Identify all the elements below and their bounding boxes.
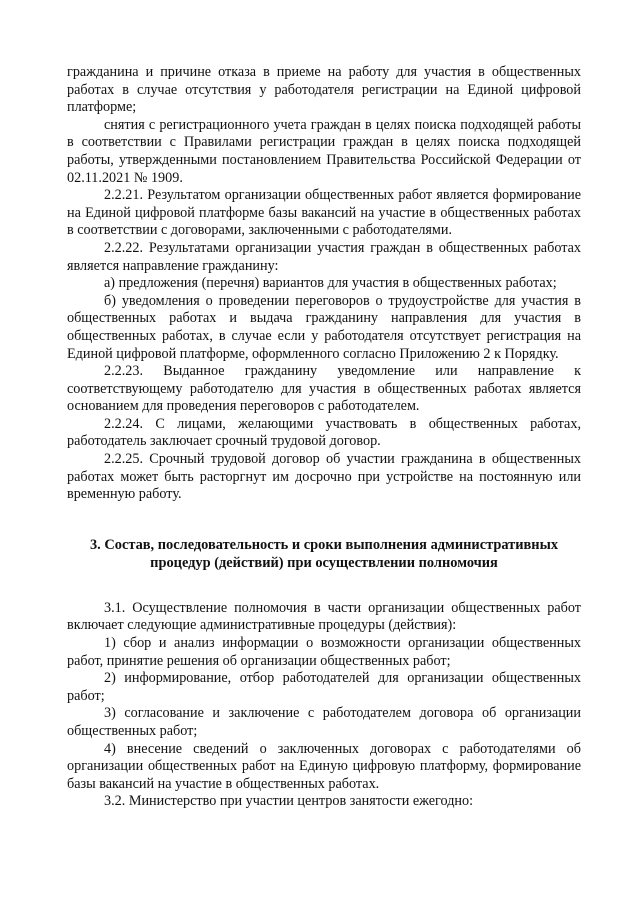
- paragraph-item-a: а) предложения (перечня) вариантов для участия в общественных работах;: [104, 275, 557, 292]
- paragraph-deregistration: снятия с регистрационного учета граждан в целях поиска подходящей работы в соответствии с Правилами регистрации граждан в целях поиска подходящей работы, утвержденными постановлением Правительства Российской Федерации от 02.11.2021 № 1909.: [67, 116, 581, 186]
- paragraph-item-b: б) уведомления о проведении переговоров о трудоустройстве для участия в общественных работах и выдача гражданину направления для участия в общественных работах, в случае если у работодателя отсутствует регистрация на Единой цифровой платформе, оформленного согласно Приложению 2 к Порядку.: [67, 292, 581, 362]
- paragraph-procedure-3: 3) согласование и заключение с работодателем договора об организации общественных работ;: [67, 705, 581, 739]
- paragraph-procedure-4: 4) внесение сведений о заключенных договорах с работодателями об организации общественных работ на Единую цифровую платформу, формирование базы вакансий на участие в общественных работах.: [67, 740, 581, 792]
- paragraph-3-1: 3.1. Осуществление полномочия в части организации общественных работ включает следующие административные процедуры (действия):: [67, 599, 581, 634]
- paragraph-2-2-21: 2.2.21. Результатом организации общественных работ является формирование на Единой цифровой платформе базы вакансий на участие в общественных работах в соответствии с договорами, заключенными с работодателями.: [67, 187, 581, 239]
- section-heading-line-2: процедур (действий) при осуществлении полномочия: [150, 554, 498, 571]
- paragraph-2-2-22: 2.2.22. Результатами организации участия граждан в общественных работах является направление гражданину:: [67, 239, 581, 274]
- section-heading-line-1: 3. Состав, последовательность и сроки выполнения административных: [89, 536, 559, 553]
- paragraph-procedure-2: 2) информирование, отбор работодателей для организации общественных работ;: [67, 670, 581, 704]
- section-3-heading: [67, 536, 581, 572]
- paragraph-2-2-24: 2.2.24. С лицами, желающими участвовать в общественных работах, работодатель заключает срочный трудовой договор.: [67, 415, 581, 450]
- paragraph-procedure-1: 1) сбор и анализ информации о возможности организации общественных работ, принятие решения об организации общественных работ;: [67, 635, 581, 669]
- paragraph-citizen-refusal: гражданина и причине отказа в приеме на работу для участия в общественных работах в случае отсутствия у работодателя регистрации на Единой цифровой платформе;: [67, 64, 581, 116]
- paragraph-3-2: 3.2. Министерство при участии центров занятости ежегодно:: [104, 793, 474, 810]
- paragraph-2-2-25: 2.2.25. Срочный трудовой договор об участии гражданина в общественных работах может быть расторгнут им досрочно при устройстве на постоянную или временную работу.: [67, 451, 581, 503]
- document-page: [67, 64, 581, 811]
- paragraph-2-2-23: 2.2.23. Выданное гражданину уведомление или направление к соответствующему работодателю для участия в общественных работах является основанием для проведения переговоров с работодателем.: [67, 363, 581, 415]
